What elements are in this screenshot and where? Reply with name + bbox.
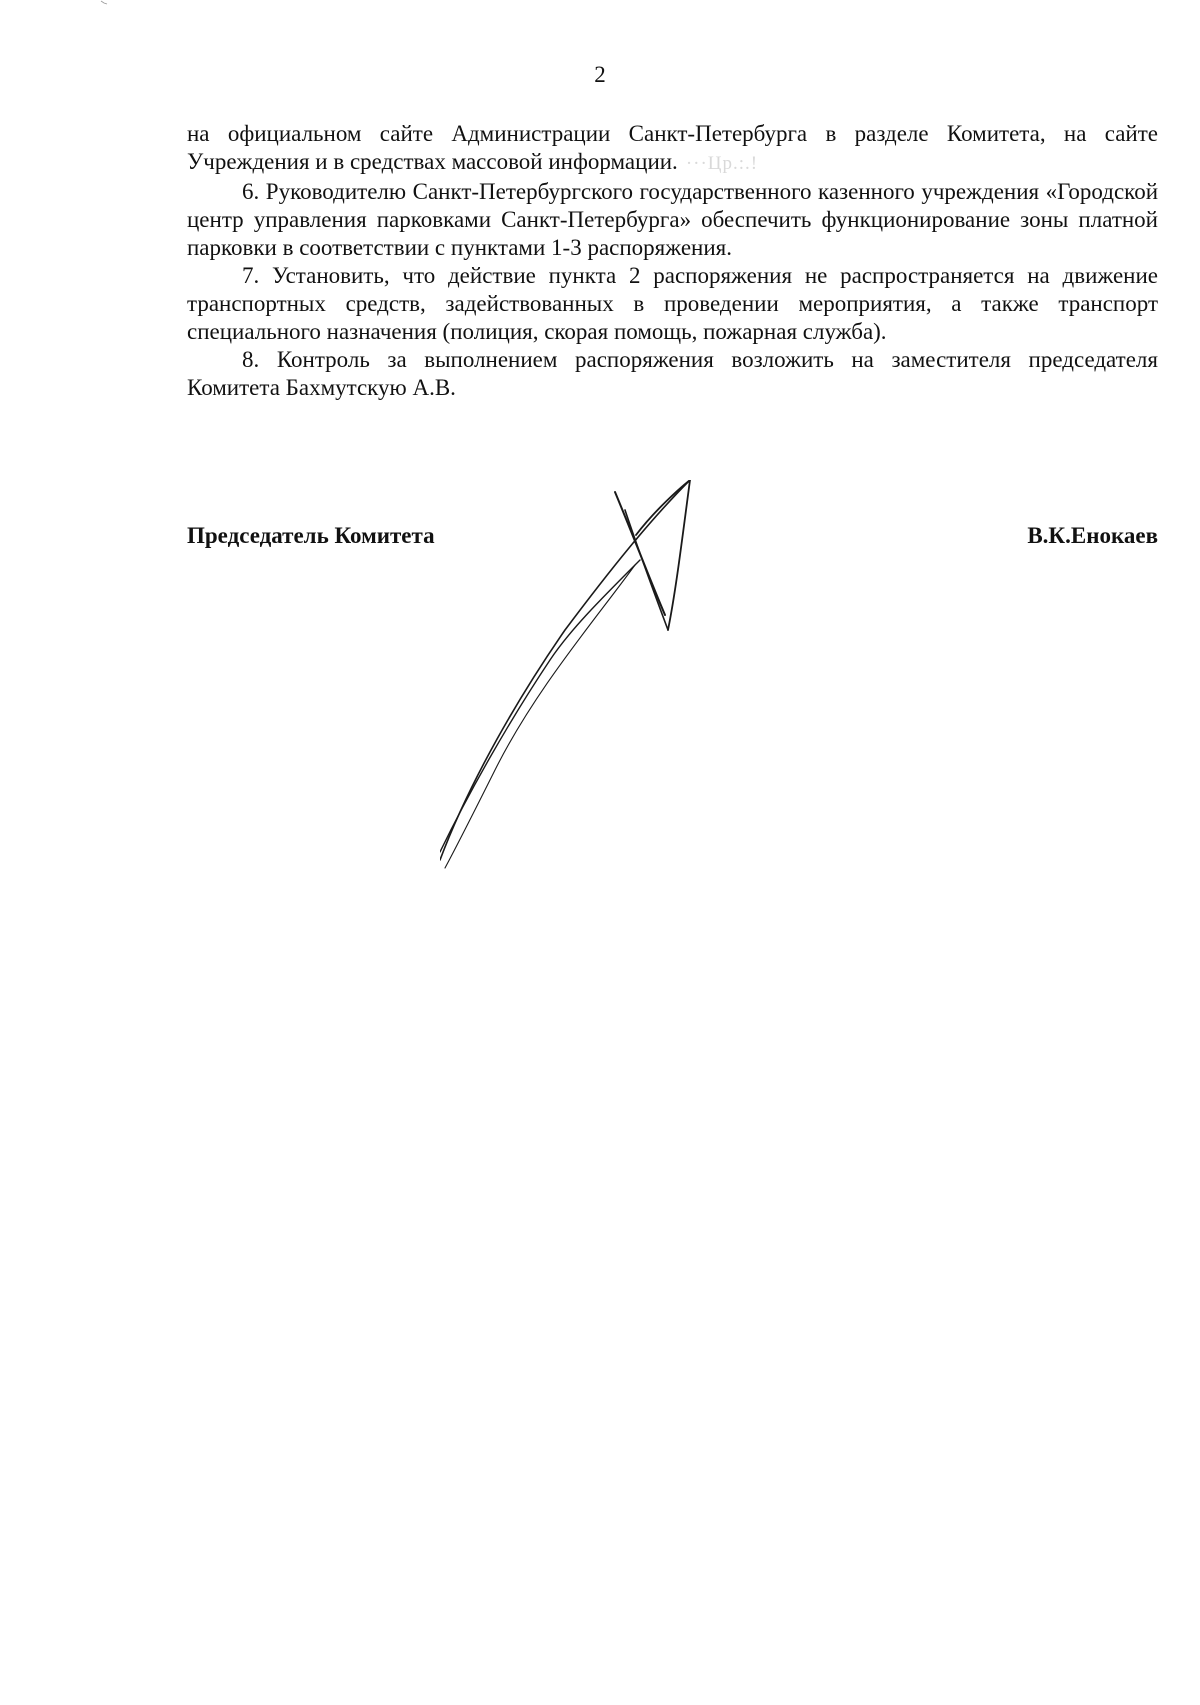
scan-artifact-mark (100, 0, 110, 6)
signatory-name: В.К.Енокаев (1027, 523, 1158, 548)
paragraph-item-6: 6. Руководителю Санкт-Петербургского государственного казенного учреждения «Городской центр управления парковками Санкт-Петербурга» обеспечить функционирование зоны платной парковки в соответствии с пунктами 1-3 распоряжения. (187, 179, 1158, 260)
paragraph-continuation (187, 120, 1158, 178)
page-number: 2 (594, 62, 606, 87)
handwritten-signature (440, 480, 770, 940)
document-body (187, 120, 1158, 402)
paragraph-item-7: 7. Установить, что действие пункта 2 распоряжения не распространяется на движение транспортных средств, задействованных в проведении мероприятия, а также транспорт специального назначения (полиция, скорая помощь, пожарная служба). (187, 263, 1158, 344)
paragraph-text: на официальном сайте Администрации Санкт-Петербурга в разделе Комитета, на сайте Учреждения и в средствах массовой информации. (187, 121, 1158, 174)
paragraph-item-8: 8. Контроль за выполнением распоряжения возложить на заместителя председателя Комитета Бахмутскую А.В. (187, 347, 1158, 400)
signatory-position: Председатель Комитета (187, 523, 435, 548)
faint-stamp-text: ···Цр.:.! (685, 153, 759, 174)
